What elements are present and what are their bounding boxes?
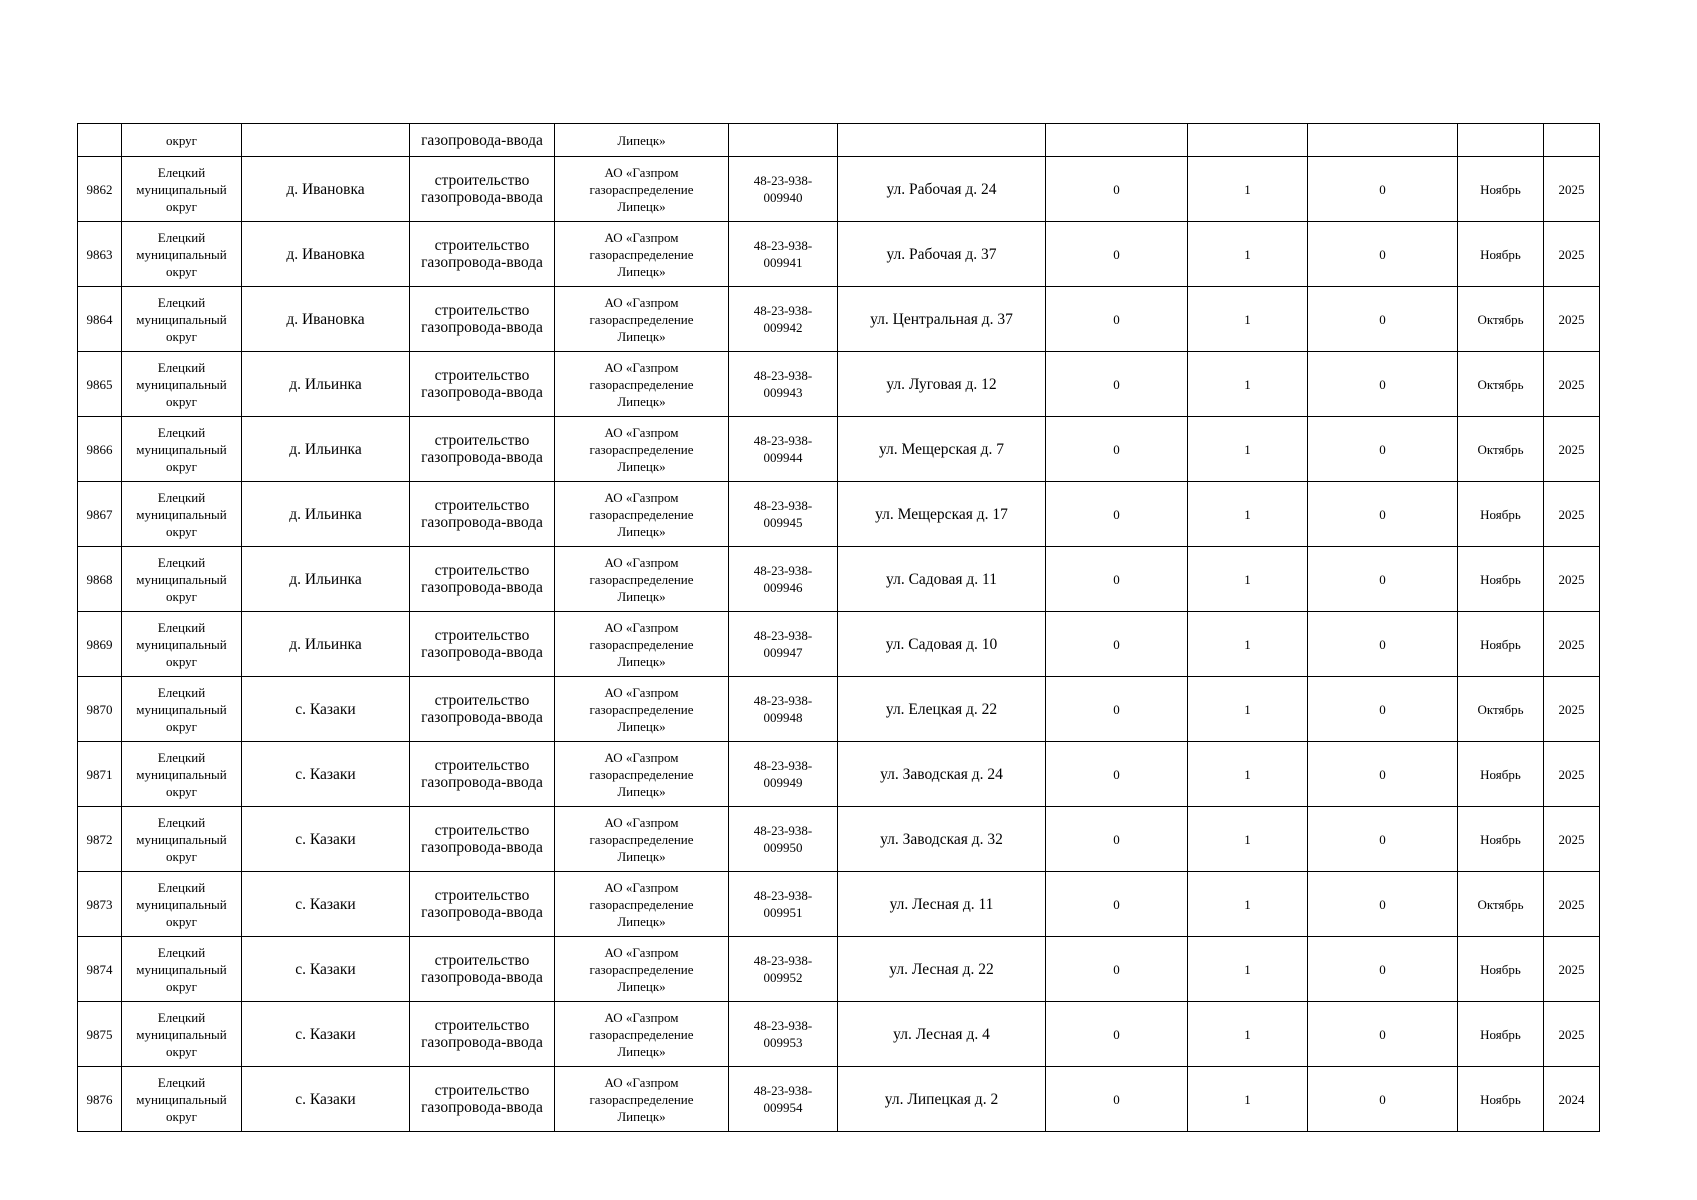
cell-address: ул. Луговая д. 12: [838, 352, 1046, 417]
cell-num: 9875: [78, 1002, 122, 1067]
cell-c3: 0: [1308, 872, 1458, 937]
cell-year: 2025: [1544, 937, 1600, 1002]
cell-c1: 0: [1046, 677, 1188, 742]
table-row: [78, 937, 1600, 1002]
cell-work: строительство газопровода-ввода: [410, 157, 555, 222]
cell-org: АО «Газпром газораспределение Липецк»: [555, 1067, 729, 1132]
cell-month: Октябрь: [1458, 677, 1544, 742]
cell-year: 2025: [1544, 157, 1600, 222]
cell-org: АО «Газпром газораспределение Липецк»: [555, 742, 729, 807]
cell-c3: 0: [1308, 222, 1458, 287]
cell-year: 2025: [1544, 352, 1600, 417]
cell-district: округ: [122, 124, 242, 157]
cell-c2: 1: [1188, 222, 1308, 287]
cell-c2: 1: [1188, 157, 1308, 222]
cell-work: строительство газопровода-ввода: [410, 222, 555, 287]
cell-work: строительство газопровода-ввода: [410, 547, 555, 612]
cell-num: 9873: [78, 872, 122, 937]
table-row: [78, 807, 1600, 872]
cell-address: ул. Садовая д. 10: [838, 612, 1046, 677]
cell-district: Елецкий муниципальный округ: [122, 872, 242, 937]
cell-district: Елецкий муниципальный округ: [122, 157, 242, 222]
cell-month: Ноябрь: [1458, 937, 1544, 1002]
cell-org: АО «Газпром газораспределение Липецк»: [555, 807, 729, 872]
cell-work: строительство газопровода-ввода: [410, 287, 555, 352]
cell-c3: 0: [1308, 482, 1458, 547]
cell-address: ул. Елецкая д. 22: [838, 677, 1046, 742]
cell-work: строительство газопровода-ввода: [410, 742, 555, 807]
cell-month: Октябрь: [1458, 287, 1544, 352]
cell-org: АО «Газпром газораспределение Липецк»: [555, 417, 729, 482]
cell-address: ул. Лесная д. 11: [838, 872, 1046, 937]
cell-c3: 0: [1308, 547, 1458, 612]
cell-org: АО «Газпром газораспределение Липецк»: [555, 612, 729, 677]
cell-c3: 0: [1308, 937, 1458, 1002]
cell-c3: 0: [1308, 1067, 1458, 1132]
cell-work: газопровода-ввода: [410, 124, 555, 157]
cell-work: строительство газопровода-ввода: [410, 1067, 555, 1132]
cell-address: ул. Мещерская д. 17: [838, 482, 1046, 547]
cell-address: ул. Лесная д. 4: [838, 1002, 1046, 1067]
cell-year: 2025: [1544, 287, 1600, 352]
table-row: [78, 1002, 1600, 1067]
cell-c1: 0: [1046, 1067, 1188, 1132]
cell-c1: 0: [1046, 872, 1188, 937]
cell-year: 2024: [1544, 1067, 1600, 1132]
cell-num: 9864: [78, 287, 122, 352]
cell-work: строительство газопровода-ввода: [410, 937, 555, 1002]
cell-code: 48-23-938- 009944: [729, 417, 838, 482]
cell-year: 2025: [1544, 612, 1600, 677]
cell-c2: 1: [1188, 482, 1308, 547]
cell-address: ул. Мещерская д. 7: [838, 417, 1046, 482]
cell-settlement: с. Казаки: [242, 937, 410, 1002]
cell-c2: 1: [1188, 742, 1308, 807]
cell-c2: 1: [1188, 287, 1308, 352]
cell-c3: 0: [1308, 1002, 1458, 1067]
cell-settlement: с. Казаки: [242, 807, 410, 872]
cell-settlement: д. Ильинка: [242, 547, 410, 612]
cell-month: Октябрь: [1458, 872, 1544, 937]
cell-num: 9863: [78, 222, 122, 287]
cell-year: 2025: [1544, 742, 1600, 807]
cell-work: строительство газопровода-ввода: [410, 677, 555, 742]
cell-c1: 0: [1046, 547, 1188, 612]
cell-code: 48-23-938- 009947: [729, 612, 838, 677]
cell-num: 9868: [78, 547, 122, 612]
cell-work: строительство газопровода-ввода: [410, 352, 555, 417]
cell-year: 2025: [1544, 1002, 1600, 1067]
cell-num: 9862: [78, 157, 122, 222]
cell-c2: 1: [1188, 612, 1308, 677]
cell-year: [1544, 124, 1600, 157]
cell-code: 48-23-938- 009943: [729, 352, 838, 417]
cell-code: 48-23-938- 009946: [729, 547, 838, 612]
cell-code: [729, 124, 838, 157]
cell-month: Октябрь: [1458, 417, 1544, 482]
cell-code: 48-23-938- 009945: [729, 482, 838, 547]
cell-code: 48-23-938- 009951: [729, 872, 838, 937]
table-row: [78, 157, 1600, 222]
cell-code: 48-23-938- 009949: [729, 742, 838, 807]
cell-month: Ноябрь: [1458, 1002, 1544, 1067]
cell-district: Елецкий муниципальный округ: [122, 547, 242, 612]
cell-work: строительство газопровода-ввода: [410, 872, 555, 937]
cell-c3: 0: [1308, 677, 1458, 742]
cell-settlement: с. Казаки: [242, 677, 410, 742]
cell-month: Ноябрь: [1458, 482, 1544, 547]
table-row: [78, 872, 1600, 937]
cell-month: Ноябрь: [1458, 1067, 1544, 1132]
cell-district: Елецкий муниципальный округ: [122, 417, 242, 482]
cell-c2: 1: [1188, 1002, 1308, 1067]
cell-settlement: д. Ильинка: [242, 352, 410, 417]
cell-org: АО «Газпром газораспределение Липецк»: [555, 482, 729, 547]
cell-district: Елецкий муниципальный округ: [122, 1002, 242, 1067]
cell-c2: 1: [1188, 807, 1308, 872]
cell-address: ул. Центральная д. 37: [838, 287, 1046, 352]
cell-district: Елецкий муниципальный округ: [122, 222, 242, 287]
cell-settlement: д. Ильинка: [242, 482, 410, 547]
cell-c3: 0: [1308, 157, 1458, 222]
cell-district: Елецкий муниципальный округ: [122, 482, 242, 547]
cell-c2: 1: [1188, 1067, 1308, 1132]
cell-address: ул. Лесная д. 22: [838, 937, 1046, 1002]
cell-address: ул. Липецкая д. 2: [838, 1067, 1046, 1132]
cell-district: Елецкий муниципальный округ: [122, 937, 242, 1002]
cell-org: АО «Газпром газораспределение Липецк»: [555, 547, 729, 612]
cell-c3: [1308, 124, 1458, 157]
cell-settlement: д. Ильинка: [242, 417, 410, 482]
cell-org: АО «Газпром газораспределение Липецк»: [555, 937, 729, 1002]
table-body: [78, 124, 1600, 1132]
cell-code: 48-23-938- 009953: [729, 1002, 838, 1067]
table-row: [78, 287, 1600, 352]
cell-c2: 1: [1188, 677, 1308, 742]
cell-settlement: с. Казаки: [242, 872, 410, 937]
cell-year: 2025: [1544, 482, 1600, 547]
cell-num: 9872: [78, 807, 122, 872]
cell-org: Липецк»: [555, 124, 729, 157]
cell-code: 48-23-938- 009941: [729, 222, 838, 287]
cell-c1: 0: [1046, 742, 1188, 807]
cell-org: АО «Газпром газораспределение Липецк»: [555, 287, 729, 352]
cell-c1: 0: [1046, 287, 1188, 352]
cell-year: 2025: [1544, 872, 1600, 937]
cell-settlement: д. Ивановка: [242, 222, 410, 287]
cell-num: 9869: [78, 612, 122, 677]
cell-work: строительство газопровода-ввода: [410, 482, 555, 547]
cell-c3: 0: [1308, 287, 1458, 352]
cell-year: 2025: [1544, 547, 1600, 612]
cell-c1: [1046, 124, 1188, 157]
cell-org: АО «Газпром газораспределение Липецк»: [555, 222, 729, 287]
cell-code: 48-23-938- 009940: [729, 157, 838, 222]
cell-year: 2025: [1544, 807, 1600, 872]
table-row: [78, 612, 1600, 677]
cell-month: [1458, 124, 1544, 157]
cell-c2: [1188, 124, 1308, 157]
cell-code: 48-23-938- 009942: [729, 287, 838, 352]
cell-address: ул. Заводская д. 24: [838, 742, 1046, 807]
cell-num: 9870: [78, 677, 122, 742]
cell-district: Елецкий муниципальный округ: [122, 1067, 242, 1132]
cell-settlement: с. Казаки: [242, 1067, 410, 1132]
cell-num: 9866: [78, 417, 122, 482]
cell-district: Елецкий муниципальный округ: [122, 352, 242, 417]
cell-c3: 0: [1308, 807, 1458, 872]
cell-month: Ноябрь: [1458, 612, 1544, 677]
cell-settlement: с. Казаки: [242, 1002, 410, 1067]
table-row: [78, 222, 1600, 287]
cell-c2: 1: [1188, 937, 1308, 1002]
continuation-row: [78, 124, 1600, 157]
cell-month: Ноябрь: [1458, 222, 1544, 287]
cell-settlement: д. Ивановка: [242, 157, 410, 222]
cell-district: Елецкий муниципальный округ: [122, 742, 242, 807]
cell-c1: 0: [1046, 417, 1188, 482]
cell-address: ул. Рабочая д. 37: [838, 222, 1046, 287]
cell-work: строительство газопровода-ввода: [410, 612, 555, 677]
cell-district: Елецкий муниципальный округ: [122, 612, 242, 677]
cell-c1: 0: [1046, 482, 1188, 547]
cell-num: [78, 124, 122, 157]
cell-num: 9874: [78, 937, 122, 1002]
cell-address: ул. Рабочая д. 24: [838, 157, 1046, 222]
cell-code: 48-23-938- 009952: [729, 937, 838, 1002]
cell-c1: 0: [1046, 937, 1188, 1002]
cell-num: 9871: [78, 742, 122, 807]
cell-district: Елецкий муниципальный округ: [122, 807, 242, 872]
cell-address: ул. Заводская д. 32: [838, 807, 1046, 872]
table-row: [78, 677, 1600, 742]
table-row: [78, 352, 1600, 417]
cell-work: строительство газопровода-ввода: [410, 807, 555, 872]
cell-c3: 0: [1308, 612, 1458, 677]
cell-year: 2025: [1544, 417, 1600, 482]
table-row: [78, 1067, 1600, 1132]
cell-c1: 0: [1046, 157, 1188, 222]
cell-num: 9876: [78, 1067, 122, 1132]
table-row: [78, 742, 1600, 807]
cell-org: АО «Газпром газораспределение Липецк»: [555, 352, 729, 417]
cell-org: АО «Газпром газораспределение Липецк»: [555, 872, 729, 937]
table-row: [78, 547, 1600, 612]
cell-work: строительство газопровода-ввода: [410, 1002, 555, 1067]
cell-c2: 1: [1188, 352, 1308, 417]
cell-month: Ноябрь: [1458, 157, 1544, 222]
cell-c3: 0: [1308, 742, 1458, 807]
cell-month: Октябрь: [1458, 352, 1544, 417]
cell-c1: 0: [1046, 807, 1188, 872]
cell-num: 9865: [78, 352, 122, 417]
cell-year: 2025: [1544, 677, 1600, 742]
cell-code: 48-23-938- 009948: [729, 677, 838, 742]
cell-c3: 0: [1308, 417, 1458, 482]
cell-settlement: [242, 124, 410, 157]
cell-settlement: д. Ильинка: [242, 612, 410, 677]
cell-c1: 0: [1046, 1002, 1188, 1067]
cell-settlement: д. Ивановка: [242, 287, 410, 352]
cell-org: АО «Газпром газораспределение Липецк»: [555, 677, 729, 742]
cell-org: АО «Газпром газораспределение Липецк»: [555, 1002, 729, 1067]
cell-code: 48-23-938- 009954: [729, 1067, 838, 1132]
cell-address: [838, 124, 1046, 157]
cell-month: Ноябрь: [1458, 742, 1544, 807]
table-row: [78, 417, 1600, 482]
gas-connection-table: [77, 123, 1600, 1132]
table-row: [78, 482, 1600, 547]
cell-address: ул. Садовая д. 11: [838, 547, 1046, 612]
cell-c1: 0: [1046, 352, 1188, 417]
cell-c3: 0: [1308, 352, 1458, 417]
cell-num: 9867: [78, 482, 122, 547]
cell-org: АО «Газпром газораспределение Липецк»: [555, 157, 729, 222]
cell-month: Ноябрь: [1458, 807, 1544, 872]
cell-district: Елецкий муниципальный округ: [122, 677, 242, 742]
cell-c2: 1: [1188, 872, 1308, 937]
document-page: [77, 123, 1599, 1132]
cell-district: Елецкий муниципальный округ: [122, 287, 242, 352]
cell-year: 2025: [1544, 222, 1600, 287]
cell-c2: 1: [1188, 547, 1308, 612]
cell-c1: 0: [1046, 612, 1188, 677]
cell-work: строительство газопровода-ввода: [410, 417, 555, 482]
cell-settlement: с. Казаки: [242, 742, 410, 807]
cell-c2: 1: [1188, 417, 1308, 482]
cell-c1: 0: [1046, 222, 1188, 287]
cell-month: Ноябрь: [1458, 547, 1544, 612]
cell-code: 48-23-938- 009950: [729, 807, 838, 872]
